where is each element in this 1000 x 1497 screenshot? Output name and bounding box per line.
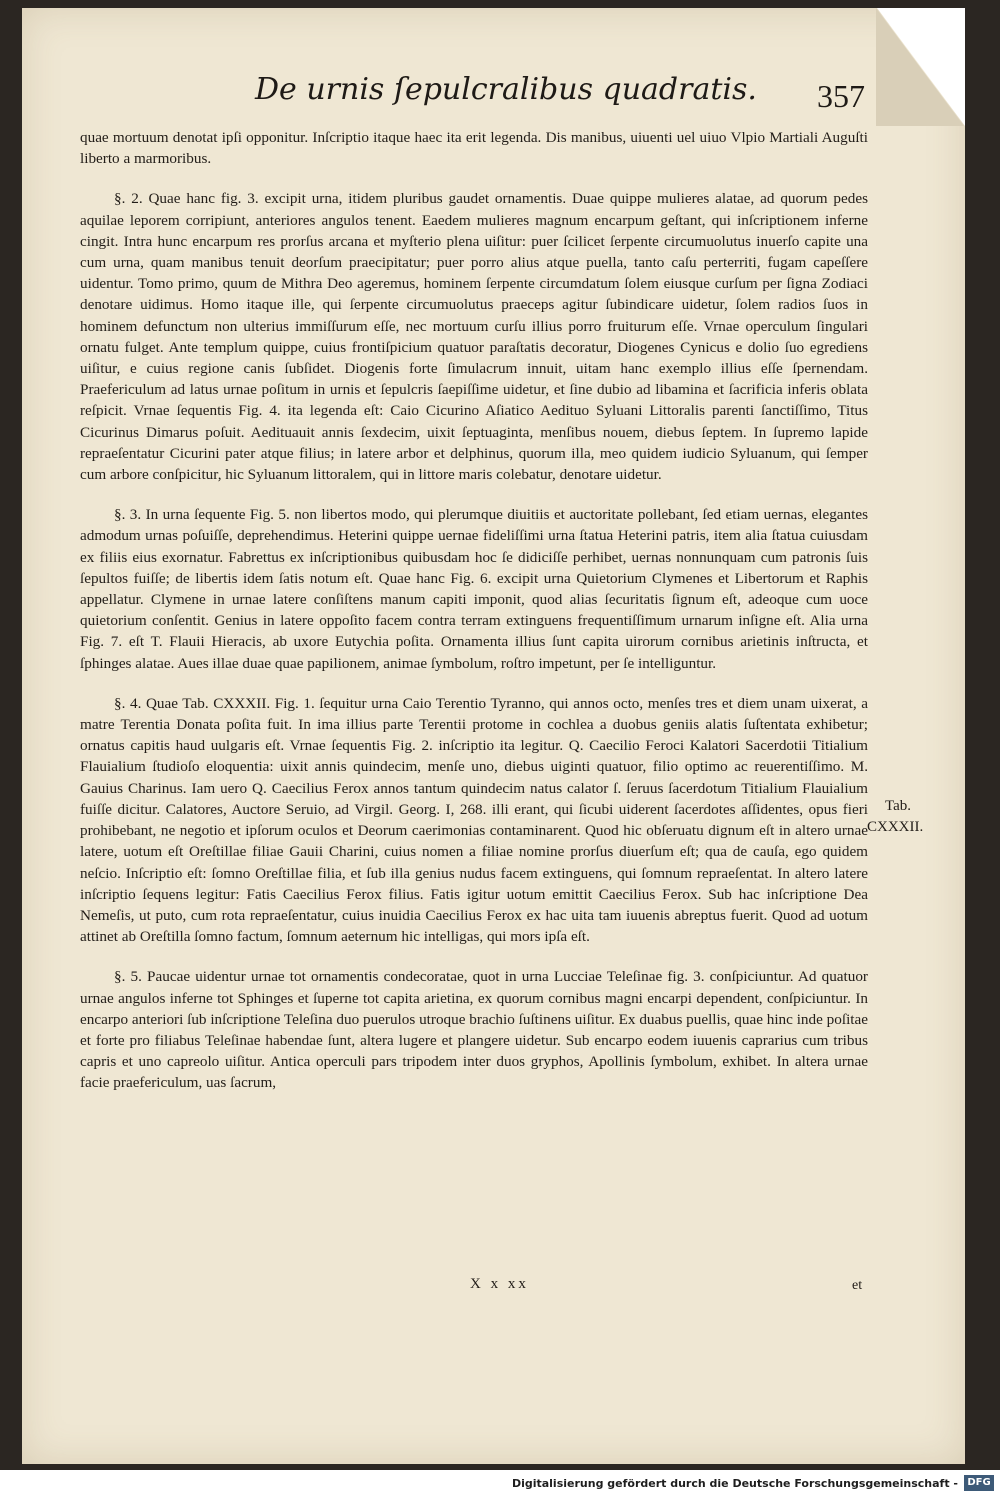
page-header	[255, 72, 905, 118]
margin-note	[867, 796, 962, 838]
paragraph-continuation: quae mortuum denotat ipſi opponitur. Inſcriptio itaque haec ita erit legenda. Dis manibus, uiuenti uel uiuo Vlpio Martiali Auguſti liberto a marmoribus.	[80, 129, 868, 168]
paragraph-section-4: §. 4. Quae Tab. CXXXII. Fig. 1. ſequitur urna Caio Terentio Tyranno, qui annos octo, menſes tres et diem unam uixerat, a matre Terentia Donata poſita fuit. In ima illius parte Terentii protome in cochlea a duobus geniis alatis ſuſtentata exhibetur; ornatus capitis haud uulgaris eſt. Vrnae ſequentis Fig. 2. inſcriptio ita legitur. Q. Caecilio Feroci Kalatori Sacerdotii Titialium Flauialium ſtudioſo eloquentia: uixit annis quindecim, menſe uno, diebus uiginti quatuor, filio optimo ac reuerentiſſimo. M. Gauius Charinus. Iam uero Q. Caecilius Ferox annos tantum quindecim natus calator ſ. ſeruus ſacerdotum Titialium Flauialium fuiſſe dicitur. Calatores, Auctore Seruio, ad Virgil. Georg. I, 268. illi erant, qui ſicubi uiderent ſacerdotes aſſidentes, opus fieri prohibebant, ne negotio et ipſorum oculos et Deorum caerimonias contaminarent. Quod hic obſeruatu dignum eſt in altero urnae latere, uotum eſt Oreſtillae filiae Gauii Charini, cuius nomen a filiae nomine prorſus diuerſum eſt; qua de cauſa, ego quidem neſcio. Inſcriptio eſt: ſomno Oreſtillae filia, et ſub illa genius nudus facem extinguens, qui ſomnum repraeſentat. In altero latere inſcriptio ſequens legitur: Fatis Caecilius Ferox filius. Fatis igitur uotum emittit Caecilius Ferox. Sub hac inſcriptione Dea Nemeſis, ut puto, cum rota repraeſentatur, cuius inuidia Caecilius Ferox ex hac uita tam iuuenis abreptus fuerit. Quod ad uotum attinet ab Oreſtilla ſomno factum, ſomnum aeternum hic intelligas, qui mors ipſa eſt.	[80, 694, 868, 946]
paragraph-section-3: §. 3. In urna ſequente Fig. 5. non libertos modo, qui plerumque diuitiis et auctoritate pollebant, ſed etiam uernas, elegantes admodum urnas poſuiſſe, deprehendimus. Heterini quippe uernae fideliſſimi urna ſtatua Heterini patris, item alia ſtatua cuiusdam ex filiis eius exornatur. Fabrettus ex inſcriptionibus quibusdam hoc ſe didiciſſe perhibet, uernas nonnunquam cum patronis ſuis ſepultos fuiſſe; de libertis idem ſatis notum eſt. Quae hanc Fig. 6. excipit urna Quietorium Clymenes et Libertorum et Raphis appellatur. Clymene in urnae latere conſiſtens manum capiti imponit, quod alias ſecuritatis ſignum eſt, adeoque cum uoce quietorium conſentit. Genius in latere oppoſito facem contra terram extinguens frequentiſſimum urnarum inſigne eſt. Alia urna Fig. 7. eſt T. Flauii Hieracis, ab uxore Eutychia poſita. Ornamenta illius ſunt capita uirorum cornibus arietinis inſtructa, et ſphinges alatae. Aues illae duae quae papilionem, animae ſymbolum, roſtro impetunt, per ſe intelliguntur.	[80, 506, 868, 672]
signature-mark: X x xx	[470, 1276, 529, 1292]
dfg-logo-icon: DFG	[964, 1475, 994, 1491]
digitization-credit: Digitalisierung gefördert durch die Deutsche Forschungsgemeinschaft -	[511, 1477, 958, 1490]
paragraph-section-5: §. 5. Paucae uidentur urnae tot ornamentis condecoratae, quot in urna Lucciae Teleſinae fig. 3. conſpiciuntur. Ad quatuor urnae angulos inferne tot Sphinges et ſuperne tot capita arietina, ex quorum cornibus magni encarpi dependent, conſpiciuntur. In encarpo anteriori ſub inſcriptione Teleſina duo puerulos utroque brachio ſuſtinens uiſitur. Ex duabus puellis, quae hinc inde poſitae et forte pro filiabus Teleſinae habendae ſunt, altera lugere et plangere uidetur. Sub encarpo eodem iuuenis caprarius cum tribus capris et uno capreolo uiſitur. Antica operculi pars tripodem inter duos gryphos, Apollinis ſymbolum, exhibet. In altera urnae facie praefericulum, uas ſacrum,	[80, 968, 868, 1092]
margin-note-line-2: CXXXII.	[867, 819, 924, 835]
paragraph-section-2: §. 2. Quae hanc fig. 3. excipit urna, itidem pluribus gaudet ornamentis. Duae quippe mulieres alatae, ad quorum pedes aquilae leporem corripiunt, anteriores angulos tenent. Eaedem mulieres magnum encarpum geſtant, qui inſcriptionem inferne cingit. Intra hunc encarpum res prorſus arcana et myſterio plena uiſitur: puer ſcilicet ſerpente circumuolutus inuerſo capite una cum urna, quam manibus tenuit deorſum praecipitatur; puer porro alius atque puella, tanto caſu perterriti, fugam capeſſere uidentur. Tomo primo, quum de Mithra Deo ageremus, hominem ſerpente circumdatum ſolem eiusque curſum per ſigna Zodiaci denotare uidimus. Homo itaque ille, qui ſerpente circumuolutus praeceps agitur ſubindicare uidetur, ſolem radios ſuos in hominem defunctum non ulterius immiſſurum eſſe, nec mortuum curſu illius porro fruiturum eſſe. Vrnae operculum ſingulari ornatu fulget. Ante templum quippe, cuius frontiſpicium quatuor paraſtatis decoratur, Diogenes Cynicus e dolio ſuo egrediens uiſitur, e cuius regione canis ſubſidet. Diogenis forte ſimulacrum innuit, uitam hanc exemplo illius eſſe ſpernendam. Praefericulum ad latus urnae poſitum in urnis et ſepulcris ſaepiſſime uidetur, et ſine dubio ad libamina et ſacrificia inferis oblata reſpicit. Vrnae ſequentis Fig. 4. ita legenda eſt: Caio Cicurino Aſiatico Aedituo Syluani Littoralis parenti ſanctiſſimo, Titus Cicurinus Dimarus poſuit. Aedituauit annis ſexdecim, uixit ſeptuaginta, menſibus nouem, diebus ſeptem. In ſupremo lapide repraeſentatur Cicurini pater atque filius; in latere arbor et delphinus, quorum illa, meo quidem iudicio Syluanum, qui ſemper cum arbore conſpicitur, hic Syluanum littoralem, qui in littore maris colebatur, denotare uidetur.	[80, 190, 868, 484]
margin-note-line-1: Tab.	[885, 798, 912, 814]
running-title: De urnis ſepulcralibus quadratis.	[255, 72, 757, 107]
page-number: 357	[817, 78, 865, 114]
body-text	[80, 127, 868, 1094]
catchword: et	[852, 1278, 863, 1293]
